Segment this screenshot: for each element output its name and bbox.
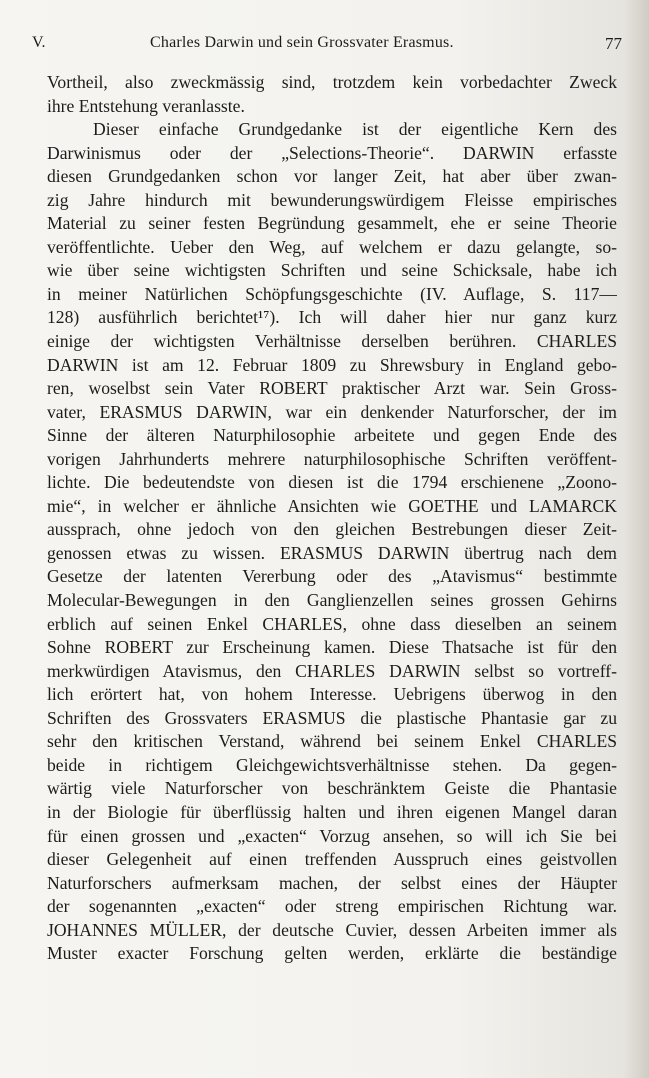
page-number: 77 bbox=[605, 34, 622, 53]
text-line: in meiner Natürlichen Schöpfungsgeschichte (IV. Auflage, S. 117— bbox=[47, 283, 617, 304]
text-line: der sogenannten „exacten“ oder streng empirischen Richtung war. bbox=[47, 896, 617, 917]
text-line: in der Biologie für überflüssig halten und ihren eigenen Mangel daran bbox=[47, 801, 617, 822]
text-line: diesen Grundgedanken schon vor langer Zeit, hat aber über zwan- bbox=[47, 166, 617, 187]
text-line: Dieser einfache Grundgedanke ist der eigentliche Kern des bbox=[93, 119, 617, 140]
body-text bbox=[47, 71, 617, 966]
text-line: Sinne der älteren Naturphilosophie arbeitete und gegen Ende des bbox=[47, 425, 617, 446]
text-line: zig Jahre hindurch mit bewunderungswürdigem Fleisse empirisches bbox=[47, 189, 617, 210]
text-line: veröffentlichte. Ueber den Weg, auf welchem er dazu gelangte, so- bbox=[47, 236, 617, 257]
text-line: Naturforschers aufmerksam machen, der selbst eines der Häupter bbox=[47, 872, 617, 893]
text-line: Sohne ROBERT zur Erscheinung kamen. Diese Thatsache ist für den bbox=[47, 637, 617, 658]
text-line: für einen grossen und „exacten“ Vorzug ansehen, so will ich Sie bei bbox=[47, 825, 617, 846]
text-line: ihre Entstehung veranlasste. bbox=[47, 95, 245, 116]
text-line: genossen etwas zu wissen. ERASMUS DARWIN übertrug nach dem bbox=[47, 542, 617, 563]
text-line: vater, ERASMUS DARWIN, war ein denkender Naturforscher, der im bbox=[47, 401, 617, 422]
text-line: lichte. Die bedeutendste von diesen ist die 1794 erschienene „Zoono- bbox=[47, 472, 617, 493]
text-line: Vortheil, also zweckmässig sind, trotzdem kein vorbedachter Zweck bbox=[47, 72, 617, 92]
text-line: aussprach, ohne jedoch von den gleichen Bestrebungen dieser Zeit- bbox=[47, 519, 617, 540]
text-line: wie über seine wichtigsten Schriften und seine Schicksale, habe ich bbox=[47, 260, 617, 281]
running-title: Charles Darwin und sein Grossvater Erasmus. bbox=[150, 34, 454, 51]
text-line: sehr den kritischen Verstand, während bei seinem Enkel CHARLES bbox=[47, 731, 617, 752]
text-line: lich erörtert hat, von hohem Interesse. Uebrigens überwog in den bbox=[47, 684, 617, 705]
chapter-number: V. bbox=[32, 34, 46, 51]
text-line: Gesetze der latenten Vererbung oder des „Atavismus“ bestimmte bbox=[47, 566, 617, 587]
text-line: 128) ausführlich berichtet¹⁷). Ich will daher hier nur ganz kurz bbox=[47, 307, 617, 328]
text-line: Schriften des Grossvaters ERASMUS die plastische Phantasie gar zu bbox=[47, 707, 617, 728]
text-line: mie“, in welcher er ähnliche Ansichten wie GOETHE und LAMARCK bbox=[47, 495, 617, 516]
text-line: erblich auf seinen Enkel CHARLES, ohne dass dieselben an seinem bbox=[47, 613, 617, 634]
text-line: beide in richtigem Gleichgewichtsverhältnisse stehen. Da gegen- bbox=[47, 754, 617, 775]
running-header bbox=[32, 34, 622, 58]
text-line: Molecular-Bewegungen in den Ganglienzellen seines grossen Gehirns bbox=[47, 590, 617, 611]
text-line: merkwürdigen Atavismus, den CHARLES DARWIN selbst so vortreff- bbox=[47, 660, 617, 681]
text-line: Darwinismus oder der „Selections-Theorie“. DARWIN erfasste bbox=[47, 142, 617, 163]
text-line: JOHANNES MÜLLER, der deutsche Cuvier, dessen Arbeiten immer als bbox=[47, 919, 617, 940]
text-line: Material zu seiner festen Begründung gesammelt, ehe er seine Theorie bbox=[47, 213, 617, 234]
text-line: DARWIN ist am 12. Februar 1809 zu Shrewsbury in England gebo- bbox=[47, 354, 617, 375]
text-line: ren, woselbst sein Vater ROBERT praktischer Arzt war. Sein Gross- bbox=[47, 378, 617, 399]
text-line: Muster exacter Forschung gelten werden, erklärte die beständige bbox=[47, 943, 617, 964]
text-line: wärtig viele Naturforscher von beschränktem Geiste die Phantasie bbox=[47, 778, 617, 799]
text-line: dieser Gelegenheit auf einen treffenden Ausspruch eines geistvollen bbox=[47, 849, 617, 870]
text-line: vorigen Jahrhunderts mehrere naturphilosophische Schriften veröffent- bbox=[47, 448, 617, 469]
text-line: einige der wichtigsten Verhältnisse derselben berühren. CHARLES bbox=[47, 331, 617, 352]
